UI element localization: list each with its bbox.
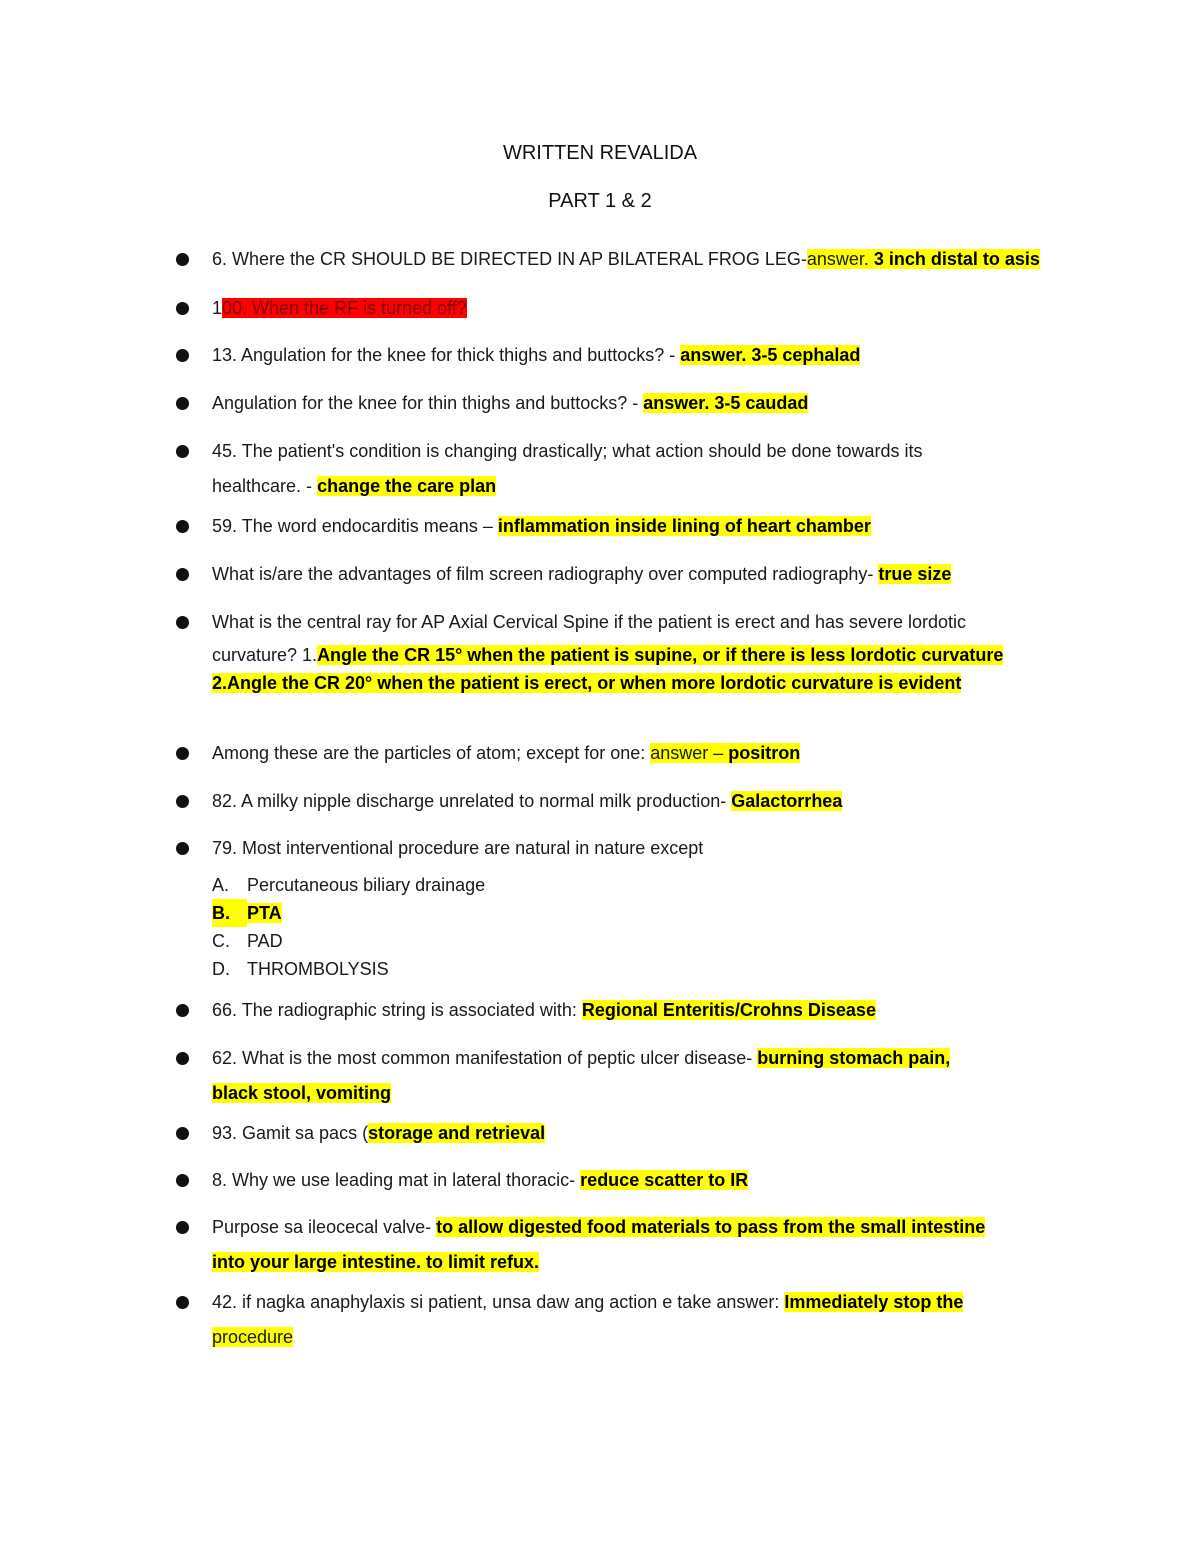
answer-text: reduce scatter to IR: [580, 1170, 749, 1190]
question-text: 66. The radiographic string is associated with:: [212, 1000, 582, 1020]
question-text: 62. What is the most common manifestation of peptic ulcer disease-: [212, 1048, 758, 1068]
bullet-icon: [176, 302, 189, 315]
document-title: WRITTEN REVALIDA: [502, 142, 698, 164]
answer-text: true size: [878, 564, 952, 584]
answer-text-continued: procedure: [212, 1327, 294, 1347]
bullet-icon: [176, 1296, 189, 1309]
bullet-icon: [176, 747, 189, 760]
answer-text: 3 inch distal to asis: [868, 249, 1040, 269]
question-text: Among these are the particles of atom; except for one:: [212, 743, 651, 763]
bullet-icon: [176, 520, 189, 533]
bullet-icon: [176, 842, 189, 855]
option-letter: C.: [212, 931, 230, 951]
option-letter: B.: [212, 899, 247, 927]
question-text: 82. A milky nipple discharge unrelated to normal milk production-: [212, 791, 732, 811]
option-a: [212, 871, 485, 899]
question-text: 93. Gamit sa pacs (: [212, 1123, 369, 1143]
answer-text-continued: 2.Angle the CR 20° when the patient is erect, or when more lordotic curvature is evident: [212, 673, 962, 693]
question-text: 79. Most interventional procedure are natural in nature except: [212, 838, 704, 858]
answer-text: burning stomach pain,: [757, 1048, 951, 1068]
question-text-continued: healthcare. -: [212, 476, 318, 496]
question-text: What is the central ray for AP Axial Cervical Spine if the patient is erect and has severe lordotic: [212, 612, 967, 632]
bullet-icon: [176, 1004, 189, 1017]
bullet-icon: [176, 616, 189, 629]
option-c: [212, 927, 283, 955]
answer-text: inflammation inside lining of heart chamber: [497, 516, 871, 536]
question-text: 6. Where the CR SHOULD BE DIRECTED IN AP BILATERAL FROG LEG-: [212, 249, 807, 269]
option-text: THROMBOLYSIS: [247, 959, 389, 979]
document-subtitle: PART 1 & 2: [548, 190, 652, 212]
question-text: 13. Angulation for the knee for thick thighs and buttocks? -: [212, 345, 681, 365]
bullet-icon: [176, 568, 189, 581]
answer-text: storage and retrieval: [368, 1123, 546, 1143]
answer-text: change the care plan: [317, 476, 497, 496]
answer-text: Regional Enteritis/Crohns Disease: [581, 1000, 876, 1020]
question-text: 42. if nagka anaphylaxis si patient, unsa daw ang action e take answer:: [212, 1292, 785, 1312]
bullet-icon: [176, 1052, 189, 1065]
answer-text: Galactorrhea: [731, 791, 843, 811]
question-text: Angulation for the knee for thin thighs and buttocks? -: [212, 393, 644, 413]
bullet-icon: [176, 445, 189, 458]
question-red-text: 00. When the RF is turned off?: [222, 298, 467, 318]
option-letter: A.: [212, 875, 230, 895]
answer-text-continued: black stool, vomiting: [212, 1083, 392, 1103]
option-d: [212, 955, 389, 983]
bullet-icon: [176, 253, 189, 266]
question-text: 59. The word endocarditis means –: [212, 516, 498, 536]
question-text-continued: curvature? 1.: [212, 645, 318, 665]
option-text: PAD: [247, 931, 283, 951]
bullet-icon: [176, 795, 189, 808]
answer-text: positron: [728, 743, 801, 763]
option-text: Percutaneous biliary drainage: [247, 875, 486, 895]
answer-label: answer.: [806, 249, 869, 269]
option-b-correct: [212, 899, 282, 927]
question-text: 8. Why we use leading mat in lateral thoracic-: [212, 1170, 581, 1190]
bullet-icon: [176, 349, 189, 362]
answer-text-continued: into your large intestine. to limit refux.: [212, 1252, 540, 1272]
bullet-icon: [176, 1221, 189, 1234]
question-text: 45. The patient's condition is changing drastically; what action should be done towards its: [212, 441, 923, 461]
question-prefix: 1: [212, 298, 223, 318]
bullet-icon: [176, 397, 189, 410]
answer-text: answer. 3-5 cephalad: [680, 345, 861, 365]
question-text: Purpose sa ileocecal valve-: [212, 1217, 437, 1237]
option-letter: D.: [212, 959, 230, 979]
answer-text: to allow digested food materials to pass from the small intestine: [436, 1217, 986, 1237]
option-text: PTA: [247, 903, 282, 923]
bullet-icon: [176, 1174, 189, 1187]
bullet-icon: [176, 1127, 189, 1140]
answer-label: answer –: [650, 743, 729, 763]
answer-text: Angle the CR 15° when the patient is supine, or if there is less lordotic curvature: [317, 645, 1004, 665]
answer-text: answer. 3-5 caudad: [643, 393, 809, 413]
answer-text: Immediately stop the: [784, 1292, 964, 1312]
question-text: What is/are the advantages of film screen radiography over computed radiography-: [212, 564, 879, 584]
